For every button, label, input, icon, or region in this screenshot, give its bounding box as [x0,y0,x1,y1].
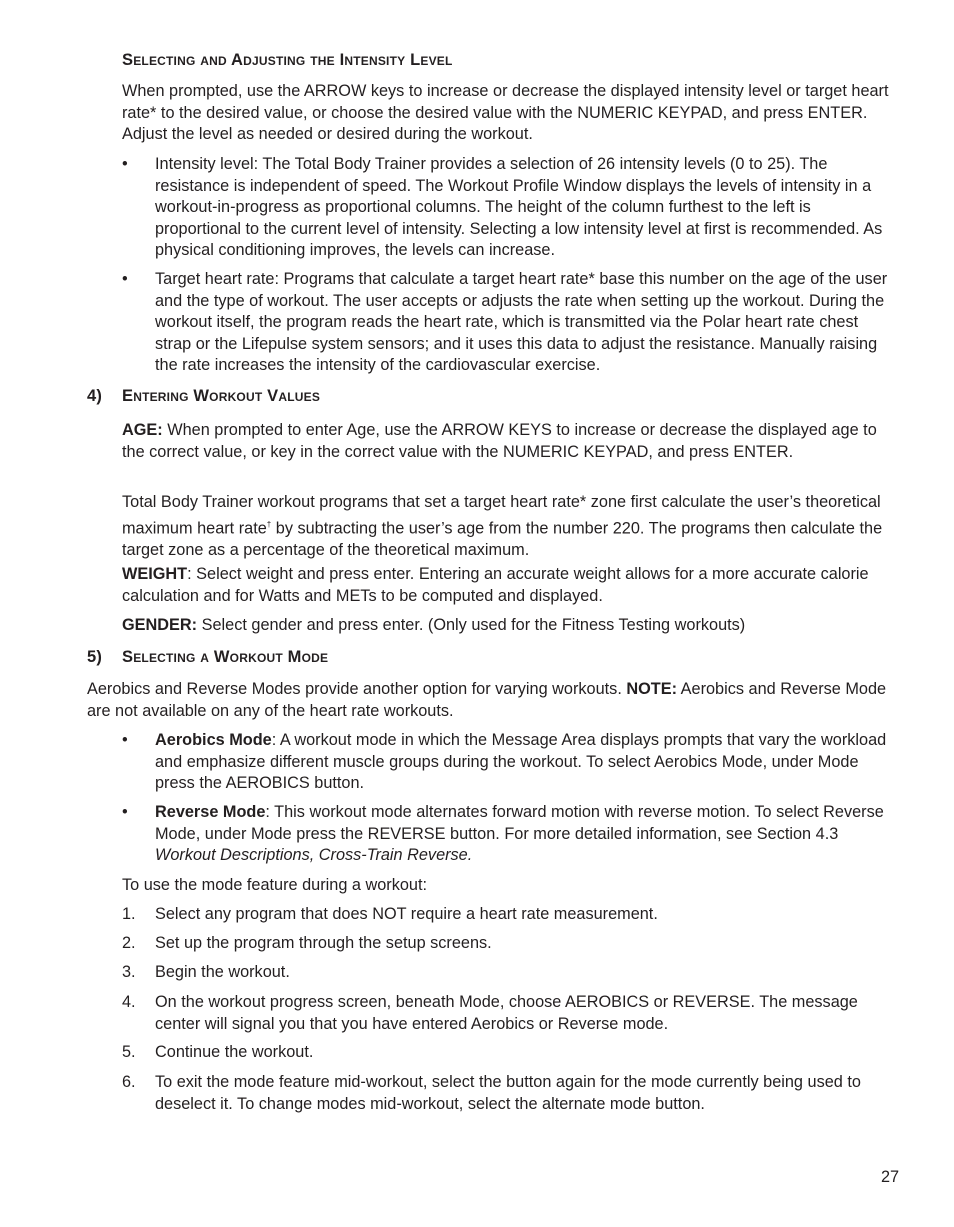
intensity-intro: When prompted, use the ARROW keys to increase or decrease the displayed intensity level or target heart rate* to the desired value, or choose the desired value with the NUMERIC KEYPAD, and press ENTER. Adjust the level as needed or desired during the workout. [122,82,889,144]
max-heart-rate-paragraph: Total Body Trainer workout programs that set a target heart rate* zone first calculate the user’s theoretical maximum heart rate† by subtracting the user’s age from the number 220. The programs then calculate the target zone as a percentage of the theoretical maximum. [122,493,883,559]
step-item: 6. To exit the mode feature mid-workout, select the button again for the mode currently being used to deselect it. To change modes mid-workout, select the alternate mode button. [122,1073,861,1113]
age-paragraph: AGE: When prompted to enter Age, use the ARROW KEYS to increase or decrease the displayed age to the correct value, or key in the correct value with the NUMERIC KEYPAD, and press ENTER. [122,421,877,461]
step-item: 2. Set up the program through the setup screens. [122,934,492,952]
steps-intro: To use the mode feature during a workout: [122,876,428,894]
bullet-mark: • [122,270,128,288]
heading-intensity: Selecting and Adjusting the Intensity Level [122,51,453,69]
gender-paragraph: GENDER: Select gender and press enter. (Only used for the Fitness Testing workouts) [122,616,746,634]
step-item: 1. Select any program that does NOT require a heart rate measurement. [122,905,658,923]
weight-paragraph: WEIGHT: Select weight and press enter. Entering an accurate weight allows for a more accurate calorie calculation and for Watts and METs to be computed and displayed. [122,565,869,605]
mode-intro: Aerobics and Reverse Modes provide another option for varying workouts. NOTE: Aerobics and Reverse Mode are not available on any of the heart rate workouts. [87,680,887,720]
bullet-mark: • [122,155,128,173]
page-number: 27 [881,1168,900,1186]
bullet-target-heart-rate: • Target heart rate: Programs that calculate a target heart rate* base this number on the age of the user and the type of workout. The user accepts or adjusts the rate when setting up the workout. During the workout itself, the program reads the heart rate, which is transmitted via the Polar heart rate chest strap or the Lifepulse system sensors; and it uses this data to adjust the resistance. Manually raising the rate increases the intensity of the cardiovascular exercise. [122,270,888,375]
bullet-aerobics-mode: • Aerobics Mode: A workout mode in which the Message Area displays prompts that vary the workload and emphasize different muscle groups during the workout. To select Aerobics Mode, under Mode press the AEROBICS button. [122,731,887,793]
bullet-intensity-level: • Intensity level: The Total Body Trainer provides a selection of 26 intensity levels (0 to 25). The resistance is independent of speed. The Workout Profile Window displays the levels of intensity in a workout-in-progress as proportional columns. The height of the column furthest to the left is proportional to the current level of intensity. Selecting a low intensity level at first is recommended. As physical conditioning improves, the levels can increase. [122,155,883,260]
bullet-reverse-mode: • Reverse Mode: This workout mode alternates forward motion with reverse motion. To select Reverse Mode, under Mode press the REVERSE button. For more detailed information, see Section 4.3 Workout Descriptions, Cross-Train Reverse. [122,803,884,865]
heading-section-5: 5) Selecting a Workout Mode [87,648,329,666]
heading-section-4: 4) Entering Workout Values [87,387,321,405]
step-item: 4. On the workout progress screen, beneath Mode, choose AEROBICS or REVERSE. The message center will signal you that you have entered Aerobics or Reverse mode. [122,993,858,1033]
step-item: 3. Begin the workout. [122,963,290,981]
step-item: 5. Continue the workout. [122,1043,314,1061]
